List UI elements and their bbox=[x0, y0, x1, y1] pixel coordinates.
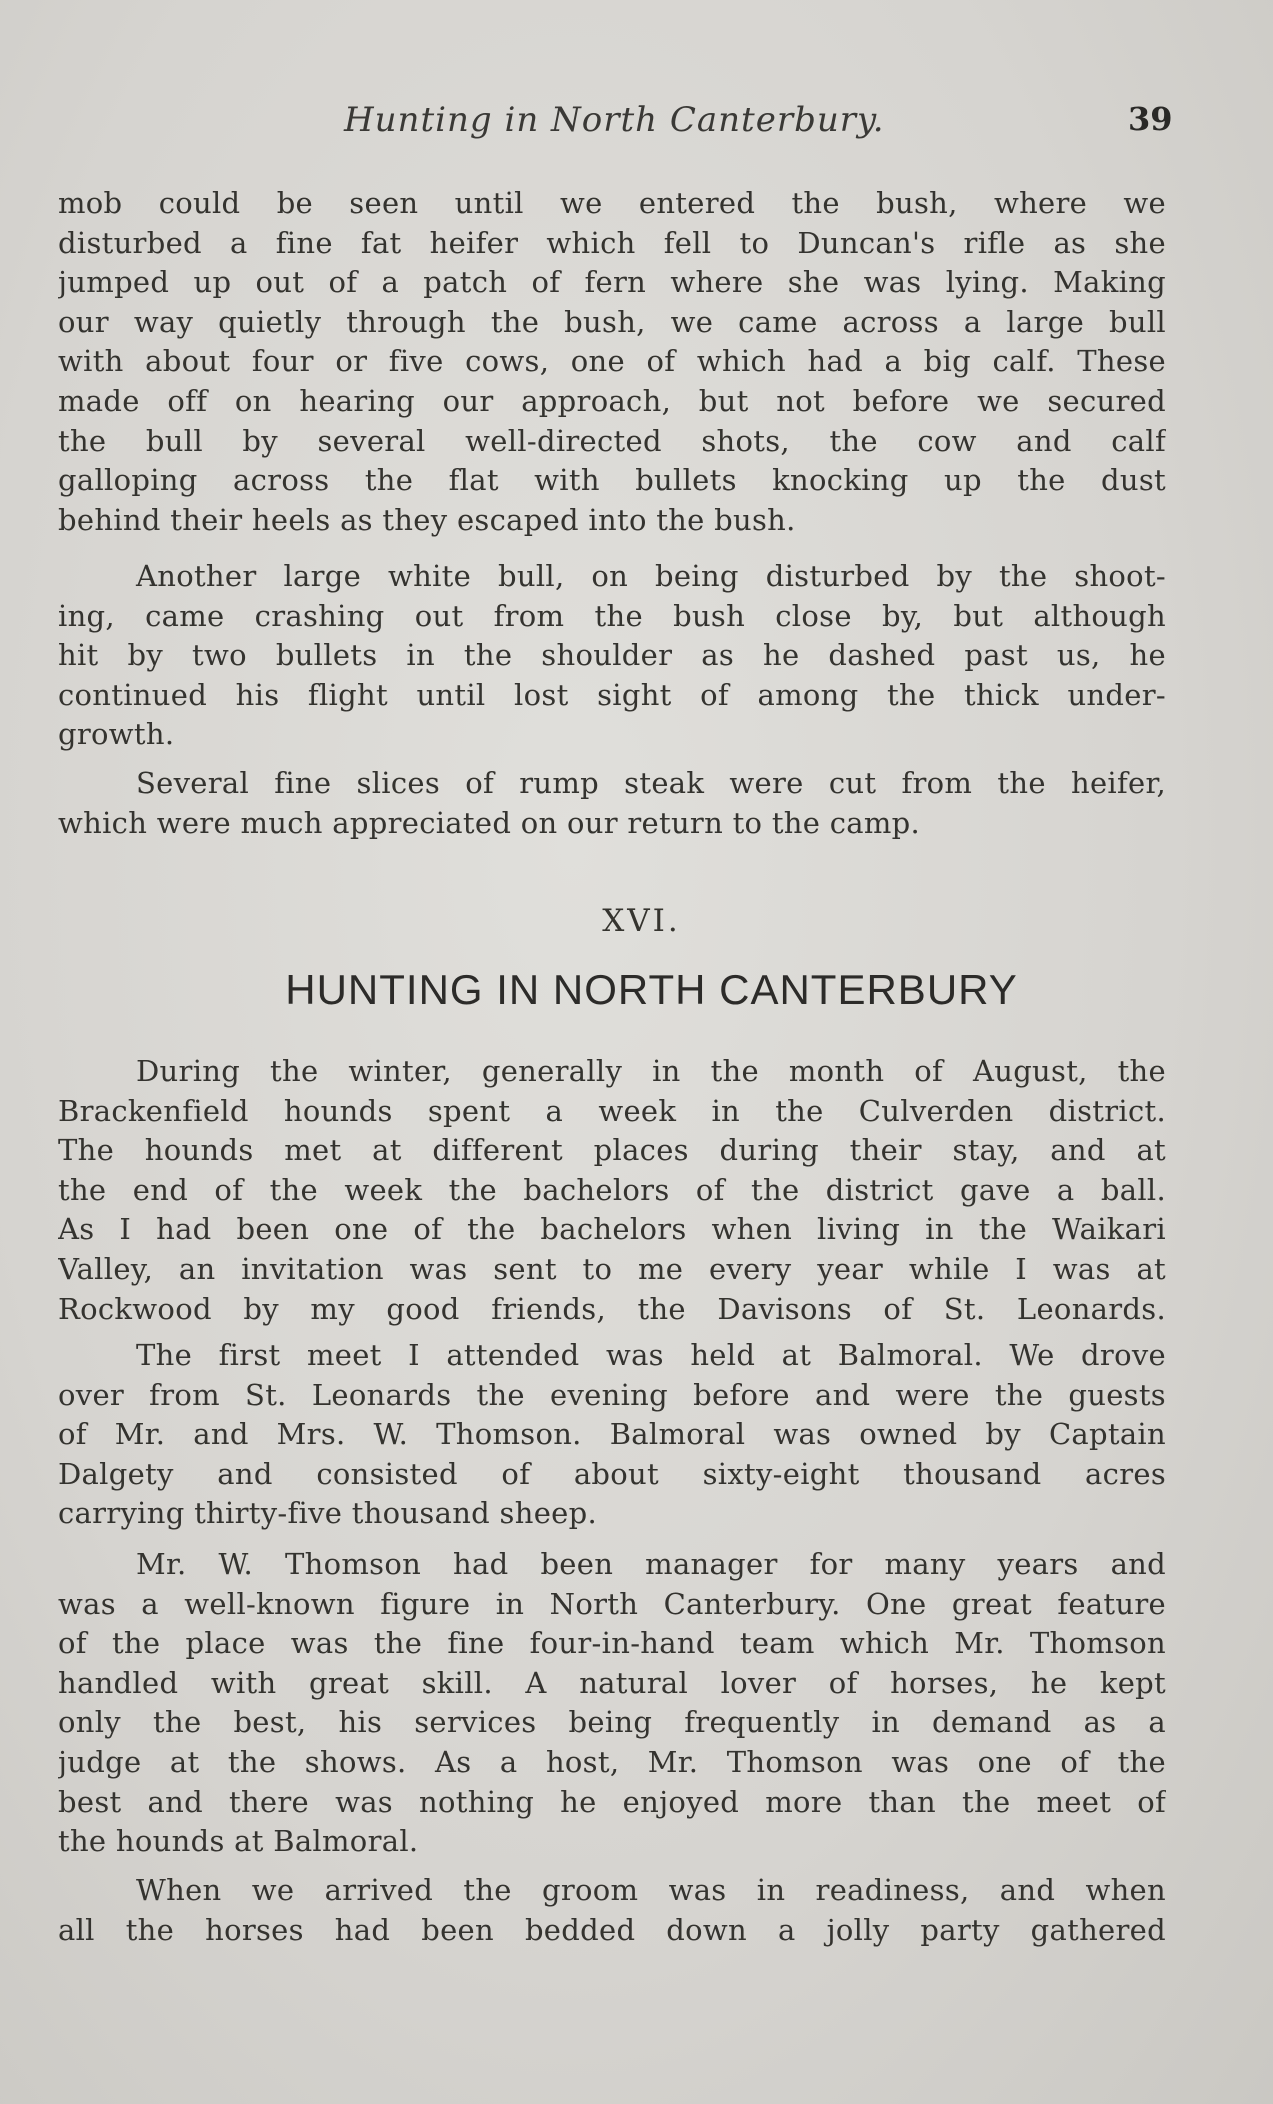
text-line: hit by two bullets in the shoulder as he dashed past us, he bbox=[58, 638, 1166, 673]
text-line: growth. bbox=[58, 717, 175, 752]
text-line: best and there was nothing he enjoyed more than the meet of bbox=[58, 1784, 1166, 1819]
text-line: of Mr. and Mrs. W. Thomson. Balmoral was owned by Captain bbox=[58, 1417, 1166, 1452]
text-line: disturbed a fine fat heifer which fell to Duncan's rifle as she bbox=[58, 225, 1166, 260]
text-line: only the best, his services being frequently in demand as a bbox=[58, 1705, 1166, 1740]
text-line: the end of the week the bachelors of the district gave a ball. bbox=[58, 1172, 1166, 1207]
text-line: jumped up out of a patch of fern where she was lying. Making bbox=[58, 265, 1166, 300]
text-line: behind their heels as they escaped into the bush. bbox=[58, 502, 796, 537]
text-line: continued his flight until lost sight of among the thick under- bbox=[58, 677, 1166, 712]
paragraph bbox=[58, 764, 1166, 843]
text-line: our way quietly through the bush, we came across a large bull bbox=[58, 304, 1166, 339]
text-line: the bull by several well-directed shots, the cow and calf bbox=[58, 423, 1166, 458]
text-line: During the winter, generally in the month of August, the bbox=[136, 1054, 1166, 1088]
paragraph bbox=[58, 1545, 1166, 1862]
text-line: with about four or five cows, one of which had a big calf. These bbox=[58, 344, 1166, 379]
text-line: judge at the shows. As a host, Mr. Thomson was one of the bbox=[58, 1744, 1166, 1779]
text-line: The hounds met at different places during their stay, and at bbox=[58, 1133, 1166, 1168]
text-line: Valley, an invitation was sent to me every year while I was at bbox=[58, 1251, 1166, 1286]
text-line: Mr. W. Thomson had been manager for many years and bbox=[136, 1547, 1166, 1581]
text-line: handled with great skill. A natural lover of horses, he kept bbox=[58, 1665, 1166, 1700]
paragraph bbox=[58, 1871, 1166, 1950]
text-line: As I had been one of the bachelors when living in the Waikari bbox=[58, 1212, 1166, 1247]
paragraph bbox=[58, 1336, 1166, 1534]
paragraph bbox=[58, 557, 1166, 755]
text-line: Several fine slices of rump steak were cut from the heifer, bbox=[136, 766, 1166, 800]
text-line: Dalgety and consisted of about sixty-eight thousand acres bbox=[58, 1456, 1166, 1491]
text-line: all the horses had been bedded down a jolly party gathered bbox=[58, 1912, 1166, 1947]
text-line: ing, came crashing out from the bush close by, but although bbox=[58, 598, 1166, 633]
text-line: was a well-known figure in North Canterbury. One great feature bbox=[58, 1586, 1166, 1621]
text-line: made off on hearing our approach, but not before we secured bbox=[58, 383, 1166, 418]
page-number: 39 bbox=[1128, 100, 1173, 138]
chapter-number: XVI. bbox=[602, 903, 681, 939]
running-head bbox=[0, 100, 1273, 150]
running-title: Hunting in North Canterbury. bbox=[344, 100, 885, 140]
text-line: When we arrived the groom was in readiness, and when bbox=[136, 1873, 1166, 1907]
text-line: which were much appreciated on our return to the camp. bbox=[58, 805, 921, 840]
paragraph bbox=[58, 1052, 1166, 1329]
paragraph bbox=[58, 184, 1166, 540]
text-line: mob could be seen until we entered the bush, where we bbox=[58, 186, 1166, 220]
text-line: over from St. Leonards the evening before and were the guests bbox=[58, 1377, 1166, 1412]
text-line: The first meet I attended was held at Balmoral. We drove bbox=[136, 1338, 1166, 1372]
text-line: Another large white bull, on being disturbed by the shoot- bbox=[136, 559, 1166, 593]
text-line: of the place was the fine four-in-hand team which Mr. Thomson bbox=[58, 1626, 1166, 1661]
text-line: carrying thirty-five thousand sheep. bbox=[58, 1496, 598, 1531]
chapter-title: HUNTING IN NORTH CANTERBURY bbox=[285, 966, 1018, 1013]
text-line: Brackenfield hounds spent a week in the Culverden district. bbox=[58, 1093, 1166, 1128]
text-line: Rockwood by my good friends, the Davisons of St. Leonards. bbox=[58, 1291, 1166, 1326]
text-line: galloping across the flat with bullets knocking up the dust bbox=[58, 463, 1166, 498]
text-line: the hounds at Balmoral. bbox=[58, 1824, 419, 1859]
